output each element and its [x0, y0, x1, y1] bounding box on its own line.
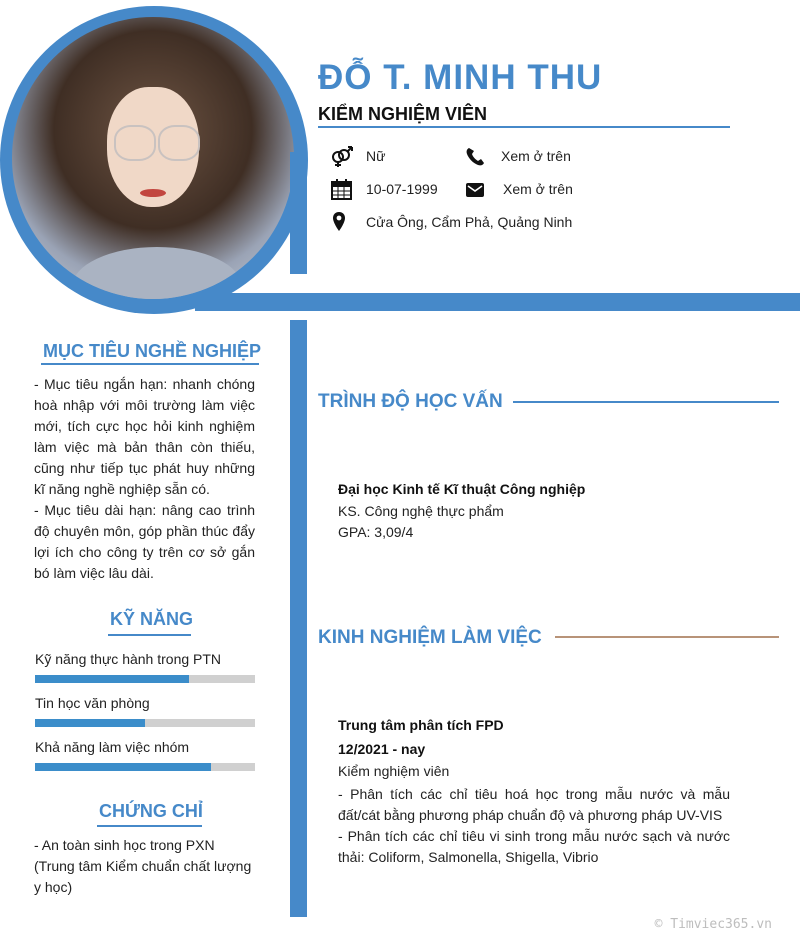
phone-icon	[464, 146, 488, 168]
career-goal-text: - Mục tiêu ngắn hạn: nhanh chóng hoà nhập với môi trường làm việc mới, tích cực học hỏi kinh nghiệm làm việc mà bản thân còn thiếu, cũng như tiếp tục phát huy những kĩ năng nghề nghiệp sẵn có. - Mục tiêu dài hạn: nâng cao trình độ chuyên môn, góp phần thúc đẩy lợi ích cho công ty trên cơ sở gắn bó làm việc lâu dài.	[34, 376, 255, 581]
education-major: KS. Công nghệ thực phẩm	[338, 503, 504, 519]
birthdate-value: 10-07-1999	[366, 181, 438, 197]
role-underline	[318, 126, 730, 128]
calendar-icon	[330, 178, 354, 200]
experience-company: Trung tâm phân tích FPD	[338, 717, 504, 733]
skill-bar-fill	[35, 719, 145, 727]
skill-bar	[35, 719, 255, 727]
certificates-underline	[97, 825, 202, 827]
address-value: Cửa Ông, Cẩm Phả, Quảng Ninh	[366, 214, 573, 230]
skills-underline	[108, 634, 191, 636]
skill-label: Khả năng làm việc nhóm	[35, 739, 190, 755]
certificates-text: - An toàn sinh học trong PXN (Trung tâm Kiểm chuẩn chất lượng y học)	[34, 837, 252, 895]
gender-value: Nữ	[366, 148, 386, 164]
phone-value: Xem ở trên	[501, 148, 571, 164]
header-divider	[195, 293, 800, 311]
skill-label: Tin học văn phòng	[35, 695, 150, 711]
experience-position: Kiểm nghiệm viên	[338, 763, 450, 779]
gender-icon	[330, 145, 354, 167]
education-title: TRÌNH ĐỘ HỌC VẤN	[318, 391, 503, 412]
watermark: © Timviec365.vn	[654, 917, 772, 932]
experience-duties: - Phân tích các chỉ tiêu hoá học trong mẫu nước và mẫu đất/cát bằng phương pháp chuẩn độ và phương pháp UV-VIS - Phân tích các chỉ tiêu vi sinh trong mẫu nước sạch và nước thải: Coliform, Salmonella, Shigella, Vibrio	[338, 786, 730, 865]
skill-bar	[35, 763, 255, 771]
email-value: Xem ở trên	[503, 181, 573, 197]
experience-line	[555, 636, 779, 638]
candidate-role: KIỂM NGHIỆM VIÊN	[318, 104, 488, 124]
candidate-name: ĐỖ T. MINH THU	[318, 58, 603, 97]
skill-bar	[35, 675, 255, 683]
education-gpa: GPA: 3,09/4	[338, 524, 414, 540]
experience-period: 12/2021 - nay	[338, 741, 426, 757]
education-school: Đại học Kinh tế Kĩ thuật Công nghiệp	[338, 481, 586, 497]
column-divider	[290, 320, 307, 917]
skill-bar-fill	[35, 763, 211, 771]
location-icon	[330, 211, 354, 233]
certificates-title: CHỨNG CHỈ	[99, 801, 203, 821]
experience-title: KINH NGHIỆM LÀM VIỆC	[318, 627, 542, 648]
career-goal-title: MỤC TIÊU NGHỀ NGHIỆP	[43, 341, 262, 361]
skill-label: Kỹ năng thực hành trong PTN	[35, 651, 222, 667]
avatar	[12, 17, 294, 299]
education-line	[513, 401, 779, 403]
skills-title: KỸ NĂNG	[110, 609, 194, 629]
skill-bar-fill	[35, 675, 189, 683]
career-goal-underline	[41, 363, 259, 365]
mail-icon	[464, 179, 488, 201]
decorative-bar	[290, 152, 307, 274]
